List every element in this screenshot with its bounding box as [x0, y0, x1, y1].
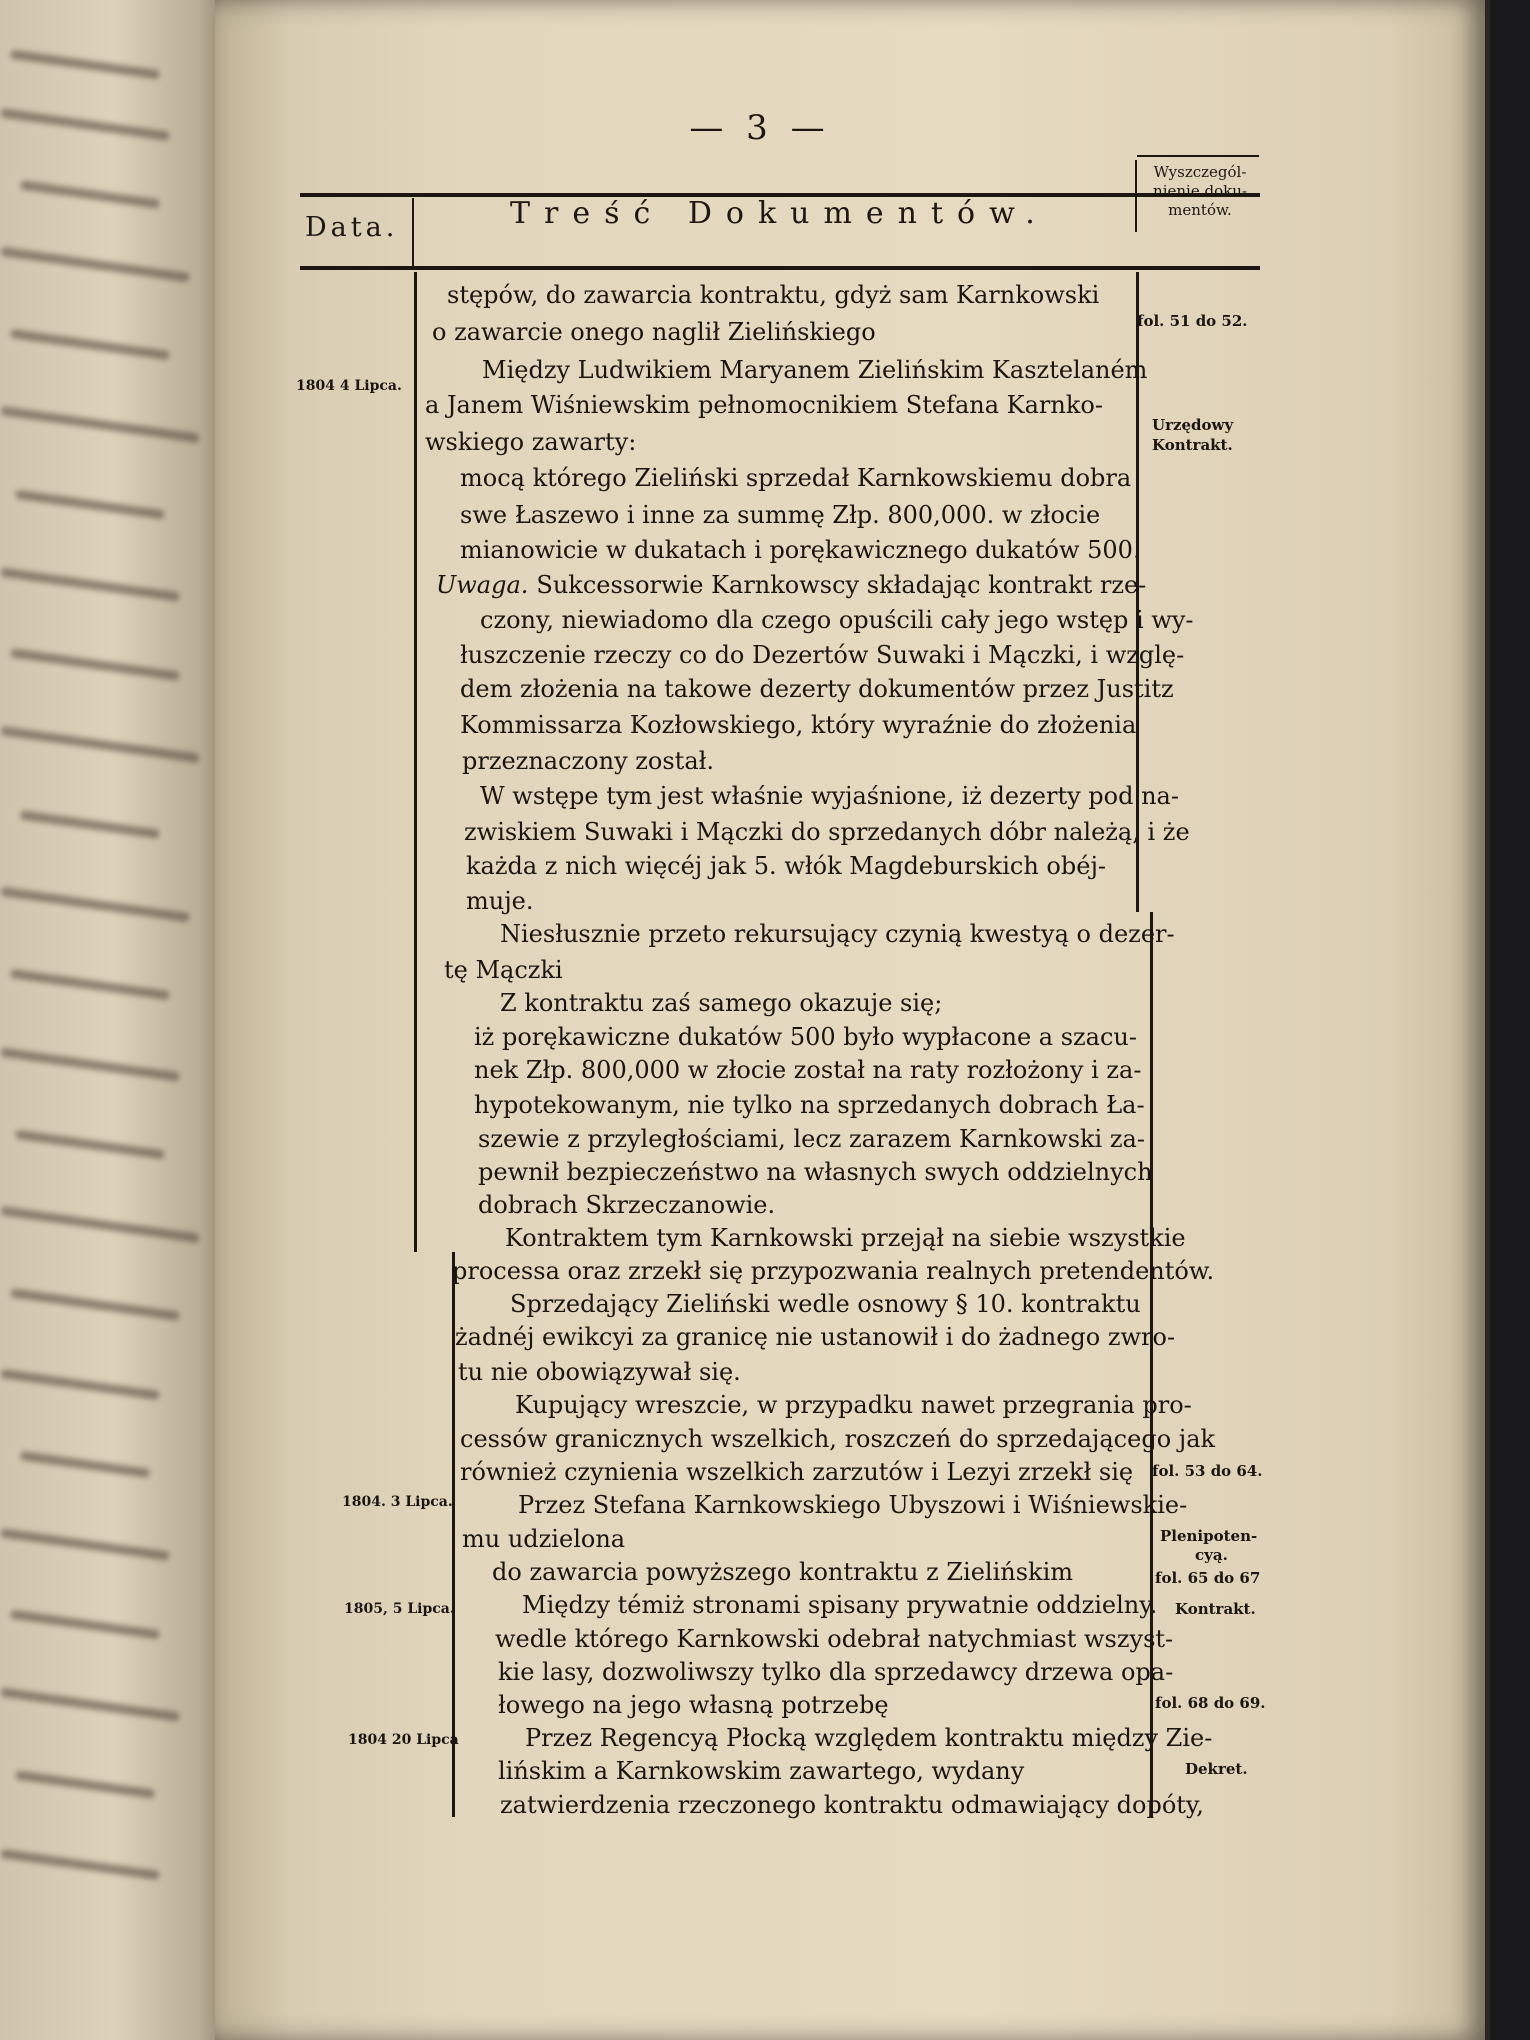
notes-header-line: mentów.: [1168, 201, 1232, 219]
text-line: hypotekowanym, nie tylko na sprzedanych dobrach Ła-: [474, 1091, 1145, 1119]
blur-text: [0, 1688, 180, 1722]
date-entry: 1804. 3 Lipca.: [342, 1494, 453, 1510]
text-line: muje.: [466, 887, 534, 915]
blur-text: [0, 108, 170, 141]
uwaga-label: Uwaga.: [436, 571, 529, 599]
text-line: nek Złp. 800,000 w złocie został na raty rozłożony i za-: [474, 1056, 1142, 1084]
date-entry: 1805, 5 Lipca.: [344, 1601, 455, 1617]
text-line: wskiego zawarty:: [425, 428, 637, 456]
text-line: przeznaczony został.: [462, 747, 715, 775]
blur-text: [15, 490, 165, 520]
text-line: a Janem Wiśniewskim pełnomocnikiem Stefana Karnko-: [425, 391, 1103, 419]
text-line: zwiskiem Suwaki i Mączki do sprzedanych dóbr należą, i że: [464, 818, 1190, 846]
text-line: iż porękawiczne dukatów 500 było wypłacone a szacu-: [474, 1023, 1137, 1051]
text-line: łowego na jego własną potrzebę: [498, 1691, 889, 1719]
notes-header-line: nienie doku-: [1153, 182, 1247, 200]
column-header-notes: [1140, 163, 1260, 220]
text-line: czony, niewiadomo dla czego opuścili cały jego wstęp i wy-: [480, 606, 1194, 634]
document-type-note: Dekret.: [1185, 1760, 1248, 1778]
background-edge: [1490, 0, 1530, 2040]
text-line: zatwierdzenia rzeczonego kontraktu odmawiający dopóty,: [500, 1791, 1204, 1819]
text-line: kie lasy, dozwoliwszy tylko dla sprzedawcy drzewa opa-: [498, 1658, 1174, 1686]
text-line: dem złożenia na takowe dezerty dokumentów przez Justitz: [460, 675, 1174, 703]
document-type-note: Plenipoten-: [1160, 1527, 1258, 1545]
text-line: żadnéj ewikcyi za granicę nie ustanowił i do żadnego zwro-: [455, 1323, 1176, 1351]
text-line: o zawarcie onego naglił Zielińskiego: [432, 318, 876, 346]
header-notes-top-rule: [1137, 155, 1259, 157]
text-line: W wstępe tym jest właśnie wyjaśnione, iż dezerty pod na-: [480, 782, 1179, 810]
text-line: mu udzielona: [462, 1525, 626, 1553]
text-line: Kontraktem tym Karnkowski przejął na siebie wszystkie: [505, 1224, 1186, 1252]
blur-text: [0, 887, 189, 922]
folio-note: fol. 65 do 67: [1155, 1569, 1261, 1587]
blur-text: [0, 1369, 160, 1400]
text-line: processa oraz zrzekł się przypozwania realnych pretendentów.: [452, 1257, 1215, 1285]
text-line: mianowicie w dukatach i porękawicznego dukatów 500.: [460, 536, 1141, 564]
blur-text: [10, 969, 170, 1000]
blur-text: [10, 1288, 180, 1321]
notes-header-line: Wyszczegól-: [1153, 163, 1247, 181]
text-line: Przez Stefana Karnkowskiego Ubyszowi i Wiśniewskie-: [518, 1491, 1188, 1519]
column-header-content: Treść Dokumentów.: [510, 196, 1049, 231]
blur-text: [20, 810, 160, 838]
blur-text: [0, 1048, 180, 1082]
document-type-note: cyą.: [1195, 1546, 1228, 1564]
text-line: cessów granicznych wszelkich, roszczeń do sprzedającego jak: [460, 1425, 1216, 1453]
text-line: również czynienia wszelkich zarzutów i Lezyi zrzekł się: [460, 1458, 1134, 1486]
text-line: dobrach Skrzeczanowie.: [478, 1191, 776, 1219]
text-line: stępów, do zawarcia kontraktu, gdyż sam Karnkowski: [447, 281, 1100, 309]
blur-text: [15, 1770, 155, 1798]
blur-text: [0, 247, 189, 282]
blur-text: [0, 1849, 160, 1880]
page-number: — 3 —: [689, 108, 831, 148]
facing-page: [0, 0, 250, 2040]
text-line: wedle którego Karnkowski odebrał natychmiast wszyst-: [495, 1625, 1174, 1653]
folio-note: fol. 51 do 52.: [1137, 312, 1248, 330]
text-line: pewnił bezpieczeństwo na własnych swych oddzielnych: [478, 1158, 1153, 1186]
uwaga-text: Sukcessorwie Karnkowscy składając kontrakt rze-: [536, 571, 1147, 599]
text-line: Sprzedający Zieliński wedle osnowy § 10. kontraktu: [510, 1290, 1141, 1318]
blur-text: [10, 329, 170, 360]
text-line: lińskim a Karnkowskim zawartego, wydany: [498, 1757, 1025, 1785]
text-line: Między Ludwikiem Maryanem Zielińskim Kasztelaném: [482, 356, 1148, 384]
text-line: Przez Regencyą Płocką względem kontraktu między Zie-: [525, 1724, 1213, 1752]
text-line: każda z nich więcéj jak 5. włók Magdeburskich obéj-: [466, 852, 1106, 880]
text-line: szewie z przyległościami, lecz zarazem Karnkowski za-: [478, 1125, 1145, 1153]
date-entry: 1804 20 Lipca: [348, 1732, 459, 1748]
blur-text: [10, 648, 180, 681]
document-type-note: Kontrakt.: [1175, 1600, 1256, 1618]
text-line: mocą którego Zieliński sprzedał Karnkowskiemu dobra: [460, 464, 1132, 492]
text-line: Kupujący wreszcie, w przypadku nawet przegrania pro-: [515, 1391, 1192, 1419]
folio-note: fol. 53 do 64.: [1152, 1462, 1263, 1480]
document-type-note: Kontrakt.: [1152, 436, 1233, 454]
folio-note: fol. 68 do 69.: [1155, 1694, 1266, 1712]
text-line: łuszczenie rzeczy co do Dezertów Suwaki i Mączki, i wzglę-: [460, 641, 1185, 669]
column-header-date: Data.: [305, 212, 399, 243]
header-divider-left: [412, 198, 414, 266]
date-entry: 1804 4 Lipca.: [296, 378, 402, 394]
body-divider-left: [414, 272, 417, 1252]
blur-text: [20, 180, 160, 208]
text-line: tę Mączki: [444, 956, 563, 984]
text-line-uwaga: [436, 573, 1146, 597]
text-line: Kommissarza Kozłowskiego, który wyraźnie do złożenia: [460, 711, 1137, 739]
blur-text: [0, 1206, 199, 1243]
document-type-note: Urzędowy: [1152, 416, 1234, 434]
blur-text: [0, 726, 199, 763]
blur-text: [10, 1610, 160, 1640]
blur-text: [20, 1451, 150, 1478]
text-line: Z kontraktu zaś samego okazuje się;: [500, 989, 943, 1017]
header-bottom-rule: [300, 266, 1260, 270]
text-line: Między témiż stronami spisany prywatnie oddzielny.: [522, 1591, 1158, 1619]
blur-text: [10, 50, 160, 80]
blur-text: [0, 406, 199, 443]
blur-text: [0, 568, 180, 602]
blur-text: [15, 1130, 165, 1160]
text-line: Niesłusznie przeto rekursujący czynią kwestyą o dezer-: [500, 920, 1175, 948]
header-divider-right: [1135, 160, 1137, 232]
blur-text: [0, 1528, 170, 1561]
text-line: tu nie obowiązywał się.: [458, 1358, 741, 1386]
text-line: do zawarcia powyższego kontraktu z Zielińskim: [492, 1558, 1074, 1586]
text-line: swe Łaszewo i inne za summę Złp. 800,000. w złocie: [460, 501, 1101, 529]
